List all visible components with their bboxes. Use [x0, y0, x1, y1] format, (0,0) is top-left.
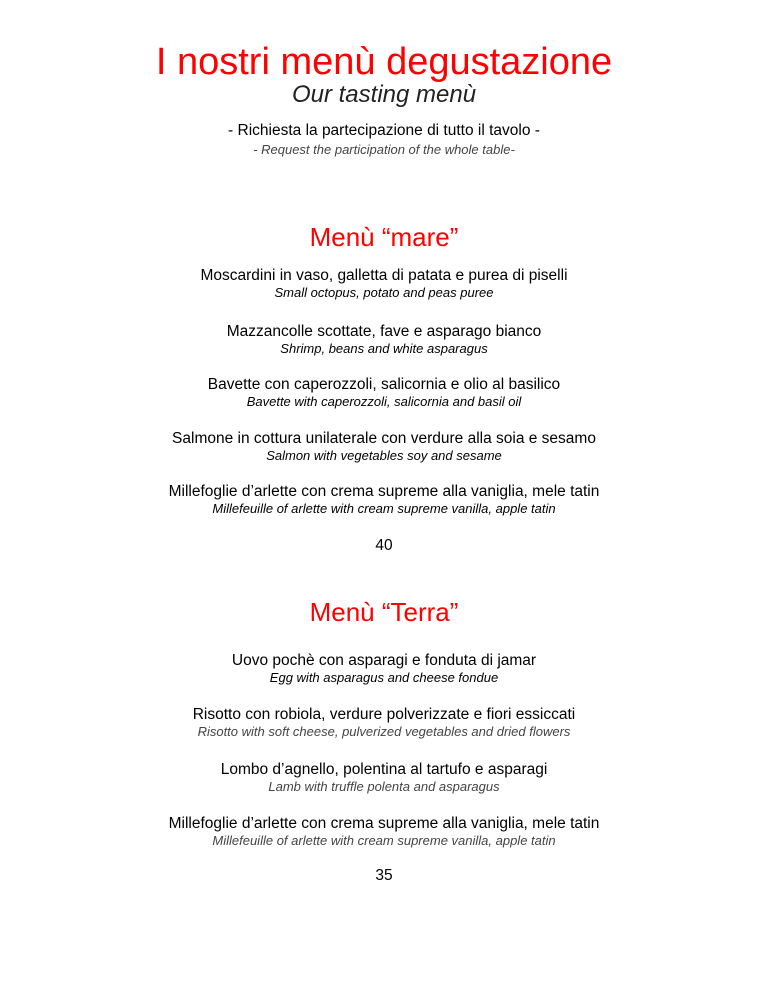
dish-name-it: Lombo d’agnello, polentina al tartufo e asparagi [220, 761, 548, 778]
dish-item [0, 706, 768, 740]
dish-name-it: Risotto con robiola, verdure polverizzate e fiori essiccati [192, 706, 576, 723]
section-title: Menù “mare” [309, 222, 459, 252]
dish-item [0, 323, 768, 357]
dish-item [0, 430, 768, 464]
dish-name-it: Millefoglie d’arlette con crema supreme alla vaniglia, mele tatin [168, 483, 600, 500]
dish-item [0, 761, 768, 795]
dish-name-en: Small octopus, potato and peas puree [274, 285, 494, 300]
price: 35 [375, 867, 393, 884]
dish-name-en: Millefeuille of arlette with cream supreme vanilla, apple tatin [212, 833, 556, 848]
dish-name-it: Bavette con caperozzoli, salicornia e olio al basilico [207, 376, 561, 393]
dish-name-en: Salmon with vegetables soy and sesame [266, 448, 502, 463]
page-subtitle: Our tasting menù [291, 81, 477, 108]
dish-name-it: Uovo pochè con asparagi e fonduta di jamar [231, 652, 537, 669]
section-terra-title [0, 597, 768, 627]
dish-item [0, 483, 768, 517]
dish-item [0, 267, 768, 301]
dish-item [0, 376, 768, 410]
dish-name-it: Millefoglie d’arlette con crema supreme alla vaniglia, mele tatin [168, 815, 600, 832]
section-mare-title [0, 222, 768, 252]
dish-item [0, 815, 768, 849]
dish-name-en: Lamb with truffle polenta and asparagus [268, 779, 500, 794]
price: 40 [375, 537, 393, 554]
request-note-en: - Request the participation of the whole table- [253, 142, 515, 157]
dish-item [0, 652, 768, 686]
dish-name-en: Shrimp, beans and white asparagus [280, 341, 488, 356]
dish-name-it: Moscardini in vaso, galletta di patata e purea di piselli [200, 267, 568, 284]
page-title: I nostri menù degustazione [155, 41, 613, 83]
dish-name-en: Bavette with caperozzoli, salicornia and basil oil [246, 394, 522, 409]
dish-name-it: Mazzancolle scottate, fave e asparago bianco [226, 323, 542, 340]
request-note-it: - Richiesta la partecipazione di tutto il tavolo - [228, 122, 540, 139]
dish-name-en: Millefeuille of arlette with cream supreme vanilla, apple tatin [212, 501, 556, 516]
section-title: Menù “Terra” [309, 597, 459, 627]
dish-name-it: Salmone in cottura unilaterale con verdure alla soia e sesamo [172, 430, 596, 447]
dish-name-en: Risotto with soft cheese, pulverized vegetables and dried flowers [197, 724, 571, 739]
dish-name-en: Egg with asparagus and cheese fondue [269, 670, 499, 685]
